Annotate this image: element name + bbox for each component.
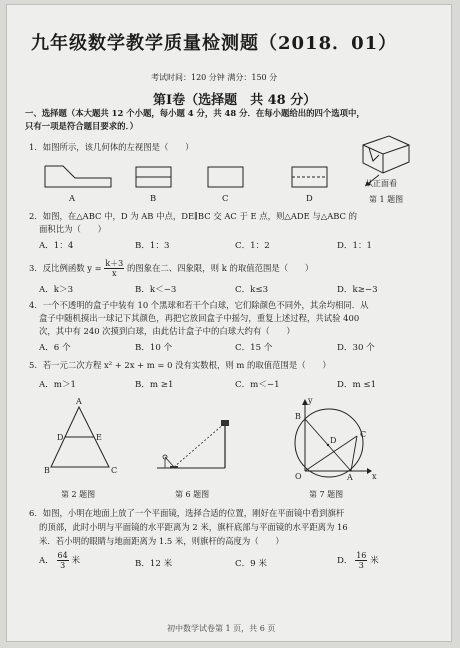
- fig2-label-b: B: [44, 466, 50, 475]
- fig7-label-o: O: [295, 472, 302, 481]
- q1-view-label: 从正面看: [365, 179, 397, 188]
- q1-option-d: D: [306, 193, 313, 203]
- q3-option-a: A．k＞3: [39, 285, 74, 295]
- page-footer: 初中数学试卷第 1 页，共 6 页: [167, 624, 276, 633]
- q6-option-d-den: 3: [358, 561, 364, 570]
- q3-stem-post: 的图象在二、四象限，则 k 的取值范围是（ ）: [126, 263, 314, 273]
- q2-option-a: A．1：4: [39, 241, 74, 251]
- fig2-label-d: D: [57, 433, 64, 442]
- q6-line-1: 6．如图，小明在地面上放了一个平面镜，选择合适的位置，刚好在平面镜中看到旗杆: [29, 508, 345, 518]
- q6-option-a-num: 64: [57, 551, 68, 560]
- q3-option-b: B．k＜−3: [135, 285, 177, 295]
- q4-option-b: B．10 个: [135, 343, 173, 353]
- q5-option-d: D．m ≤1: [337, 380, 377, 390]
- fig2-triangle: [44, 397, 117, 475]
- fig7-caption: 第 7 题图: [309, 490, 344, 499]
- geometry-figures: [7, 5, 453, 643]
- section-heading: 一、选择题（本大题共 12 个小题，每小题 4 分，共 48 分．在每小题给出的四个选项中，: [25, 108, 365, 118]
- q2-option-c: C．1：2: [235, 241, 270, 251]
- q6-option-c: C．9 米: [235, 559, 267, 569]
- q5-option-b: B．m ≥1: [135, 380, 174, 390]
- q4-option-c: C．15 个: [235, 343, 273, 353]
- q4-option-d: D．30 个: [337, 343, 375, 353]
- fig2-label-a: A: [76, 397, 82, 406]
- fig7-label-c: C: [360, 430, 367, 439]
- q4-line-2: 盒子中随机摸出一球记下其颜色，再把它放回盒子中摇匀，重复上述过程，共试验 400: [39, 313, 360, 323]
- q3-frac-den: x: [112, 269, 117, 278]
- fig7-circle-axes: [295, 396, 377, 482]
- q6-option-a-den: 3: [60, 561, 66, 570]
- fig7-label-x: x: [372, 472, 377, 481]
- q6-option-d-fraction: [355, 551, 367, 570]
- q3-frac-num: k＋3: [105, 259, 124, 268]
- q2-stem-2: 面积比为（ ）: [39, 224, 106, 234]
- fig2-caption: 第 2 题图: [61, 490, 96, 499]
- q6-option-d-prefix: D．: [337, 556, 353, 566]
- q4-line-1: 4．一个不透明的盒子中装有 10 个黑球和若干个白球，它们除颜色不同外，其余均相同．从: [29, 300, 369, 310]
- q5-option-a: A．m＞1: [39, 380, 77, 390]
- q2-option-b: B．1：3: [135, 241, 170, 251]
- exam-title: 九年级数学教学质量检测题（2018．01）: [31, 33, 398, 54]
- fig2-label-e: E: [96, 433, 102, 442]
- q5-option-c: C．m＜−1: [235, 380, 280, 390]
- q3-option-d: D．k≥−3: [337, 285, 378, 295]
- exam-paper: [6, 4, 452, 642]
- q6-line-3: 米．若小明的眼睛与地面距离为 1.5 米，则旗杆的高度为（ ）: [39, 536, 284, 546]
- q6-option-d-unit: 米: [370, 556, 379, 566]
- q2-stem: 2．如图，在△ABC 中，D 为 AB 中点，DE∥BC 交 AC 于 E 点，则△ADE 与△ABC 的: [29, 211, 357, 221]
- q1-option-a: A: [69, 193, 76, 203]
- fig7-label-b: B: [295, 412, 301, 421]
- q6-line-2: 的顶部，此时小明与平面镜的水平距离为 2 米，旗杆底部与平面镜的水平距离为 16: [39, 522, 348, 532]
- part-title: 第Ⅰ卷（选择题 共 48 分）: [153, 93, 317, 108]
- fig7-label-a: A: [347, 473, 353, 482]
- section-heading-2: 只有一项是符合题目要求的．）: [25, 121, 139, 131]
- q1-stem: 1．如图所示，该几何体的左视图是（ ）: [29, 142, 194, 152]
- fig7-label-d: D: [330, 436, 337, 445]
- q6-option-a-prefix: A．: [39, 556, 54, 566]
- q1-option-c: C: [222, 193, 229, 203]
- q1-fig-caption: 第 1 题图: [369, 195, 404, 204]
- q2-option-d: D．1：1: [337, 241, 373, 251]
- fig6-caption: 第 6 题图: [175, 490, 210, 499]
- q4-line-3: 次，其中有 240 次摸到白球，由此估计盒子中的白球大约有（ ）: [39, 326, 295, 336]
- q6-option-d-num: 16: [356, 551, 367, 560]
- fig6-flagpole: [157, 420, 229, 468]
- q4-option-a: A．6 个: [39, 343, 71, 353]
- exam-info: 考试时间：120 分钟 满分：150 分: [151, 73, 278, 82]
- fig2-label-c: C: [111, 466, 118, 475]
- q6-option-d: [337, 551, 379, 570]
- q6-option-b: B．12 米: [135, 559, 173, 569]
- q6-option-a-unit: 米: [71, 556, 81, 566]
- q3-stem-pre: 3．反比例函数 y =: [29, 263, 102, 273]
- fig7-label-y: y: [308, 396, 313, 405]
- q1-option-b: B: [150, 193, 157, 203]
- q5-stem: 5．若一元二次方程 x² + 2x + m = 0 没有实数根，则 m 的取值范围是（ ）: [29, 360, 331, 370]
- q3-option-c: C．k≤3: [235, 285, 269, 295]
- q6-option-a-fraction: [57, 551, 69, 570]
- q6-option-a: [39, 551, 80, 570]
